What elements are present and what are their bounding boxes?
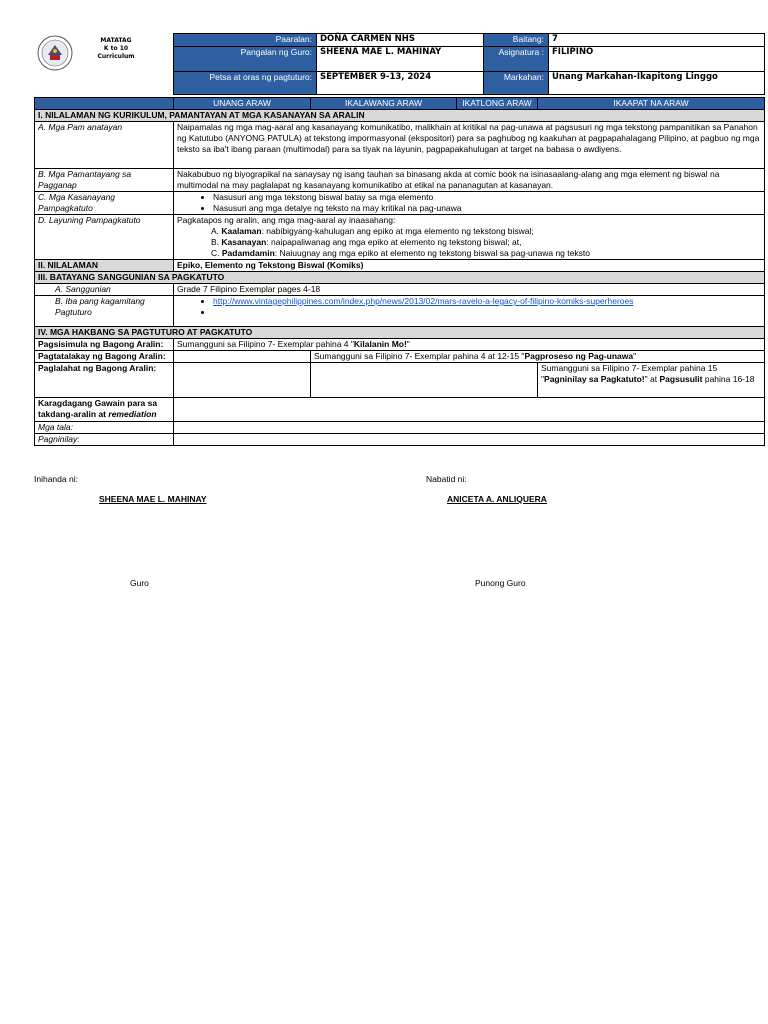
objective-a-text: : nabibigyang-kahulugan ang epiko at mga elemento ng tekstong biswal; (261, 226, 534, 236)
step-3-day-2 (311, 363, 538, 398)
step-2-label: Pagtatalakay ng Bagong Aralin: (35, 351, 174, 363)
competencies-label: C. Mga Kasanayang Pampagkatuto (35, 192, 174, 215)
objectives-cell (174, 215, 765, 260)
step-2-text: Sumangguni sa Filipino 7- Exemplar pahina 4 at 12-15 "Pagproseso ng Pag-unawa" (311, 351, 765, 363)
step-4-content (174, 398, 765, 422)
logo-line-3: Curriculum (97, 53, 135, 60)
deped-seal (37, 35, 73, 71)
days-corner (35, 98, 174, 110)
section-3-title: III. BATAYANG SANGGUNIAN SA PAGKATUTO (35, 272, 765, 284)
teacher-signature-name: SHEENA MAE L. MAHINAY (99, 494, 207, 504)
performance-label: B. Mga Pamantayang sa Pagganap (35, 169, 174, 192)
day-1-header: UNANG ARAW (174, 98, 311, 110)
step-3-text: Sumangguni sa Filipino 7- Exemplar pahina 15 "Pagninilay sa Pagkatuto!" at Pagsusulit pahina 16-18 (538, 363, 765, 398)
step-3-label: Paglalahat ng Bagong Aralin: (35, 363, 174, 398)
day-3-header: IKATLONG ARAW (457, 98, 538, 110)
materials-label: B. Iba pang kagamitang Pagtuturo (35, 296, 174, 327)
objective-b: B. Kasanayan: naipapaliwanag ang mga epiko at elemento ng tekstong biswal; at, (211, 237, 522, 247)
date-label: Petsa at oras ng pagtuturo: (174, 72, 317, 95)
empty-bullet (213, 307, 761, 318)
notes-content (174, 422, 765, 434)
competency-item: • Nasusuri ang mga detalye ng teksto na may kritikal na pag-unawa (213, 203, 761, 214)
competencies-cell (174, 192, 765, 215)
section-1-title: I. NILALAMAN NG KURIKULUM, PAMANTAYAN AT MGA KASANAYAN SA ARALIN (35, 110, 765, 122)
step-4-label: Karagdagang Gawain para sa takdang-aralin at remediation (35, 398, 174, 422)
reflection-label: Pagninilay: (35, 434, 174, 446)
logo-line-2: K to 10 (103, 45, 129, 52)
header-table (173, 33, 765, 95)
step-2-day-1 (174, 351, 311, 363)
performance-text: Nakabubuo ng biyograpikal na sanaysay ng isang tauhan sa binasang akda at comic book na isinasaalang-alang ang mga element ng biswal na multimodal na may paglalapat ng kasanayang komunikatibo at etikal na pananagutan at kasanayan. (174, 169, 765, 192)
objective-c-key: Padamdamin (221, 248, 275, 258)
principal-role: Punong Guro (475, 578, 526, 588)
days-row (35, 98, 765, 110)
reference-label: A. Sanggunian (35, 284, 174, 296)
day-4-header: IKAAPAT NA ARAW (538, 98, 765, 110)
reflection-content (174, 434, 765, 446)
standards-text: Naipamalas ng mga mag-aaral ang kasanayang komunikatibo, malikhain at kritikal na pag-unawa at pagsusuri ng mga tekstong pampanitikan sa Panahon ng Katutubo (ANYONG PATULA) at tekstong impormasyonal (ekspositori) para sa paghubog ng kaakuhan at pagpapahalagang Pilipino, at pagbuo ng mga teksto sa iba't ibang paraan (multimodal) para sa tiyak na layunin, pagpapakahulugan at target na babasa o awdiyens. (174, 122, 765, 169)
section-4-title: IV. MGA HAKBANG SA PAGTUTURO AT PAGKATUTO (35, 327, 765, 339)
objectives-label: D. Layuning Pampagkatuto (35, 215, 174, 260)
reference-text: Grade 7 Filipino Exemplar pages 4-18 (174, 284, 765, 296)
objective-b-key: Kasanayan (221, 237, 267, 247)
prepared-by-label: Inihanda ni: (34, 474, 78, 484)
materials-cell (174, 296, 765, 327)
quarter-value: Unang Markahan-Ikapitong Linggo (549, 72, 765, 95)
logo-line-1: MATATAG (100, 37, 132, 44)
teacher-value: SHEENA MAE L. MAHINAY (317, 47, 484, 72)
objective-c-text: : Naiuugnay ang mga epiko at elemento ng tekstong biswal sa pag-unawa ng teksto (274, 248, 590, 258)
content-text: Epiko, Elemento ng Tekstong Biswal (Komiks) (174, 260, 765, 272)
objective-a-key: Kaalaman (221, 226, 262, 236)
school-label: Paaralan: (174, 34, 317, 47)
quarter-label: Markahan: (484, 72, 549, 95)
competency-item: • Nasusuri ang mga tekstong biswal batay sa mga elemento (213, 192, 761, 203)
teacher-role: Guro (130, 578, 149, 588)
materials-link[interactable]: http://www.vintagephilippines.com/index.php/news/2013/02/mars-ravelo-a-legacy-of-filipino-komiks-superheroes (213, 296, 634, 306)
standards-label: A. Mga Pam anatayan (35, 122, 174, 169)
subject-label: Asignatura : (484, 47, 549, 72)
objective-a: A. Kaalaman: nabibigyang-kahulugan ang epiko at mga elemento ng tekstong biswal; (211, 226, 534, 236)
grade-value: 7 (549, 34, 765, 47)
subject-value: FILIPINO (549, 47, 765, 72)
section-2-title: II. NILALAMAN (35, 260, 174, 272)
day-2-header: IKALAWANG ARAW (311, 98, 457, 110)
lesson-plan-table (34, 97, 765, 446)
principal-signature-name: ANICETA A. ANLIQUERA (447, 494, 547, 504)
objective-b-text: : naipapaliwanag ang mga epiko at elemento ng tekstong biswal; at, (266, 237, 522, 247)
step-1-label: Pagsisimula ng Bagong Aralin: (35, 339, 174, 351)
matatag-logo (92, 37, 140, 61)
objective-c: C. Padamdamin: Naiuugnay ang mga epiko at elemento ng tekstong biswal sa pag-unawa ng teksto (211, 248, 590, 258)
step-3-day-1 (174, 363, 311, 398)
date-value: SEPTEMBER 9-13, 2024 (317, 72, 484, 95)
noted-by-label: Nabatid ni: (426, 474, 467, 484)
step-1-text: Sumangguni sa Filipino 7- Exemplar pahina 4 "Kilalanin Mo!" (174, 339, 765, 351)
school-value: DOÑA CARMEN NHS (317, 34, 484, 47)
teacher-label: Pangalan ng Guro: (174, 47, 317, 72)
objectives-intro: Pagkatapos ng aralin, ang mga mag-aaral ay inaasahang: (177, 215, 396, 225)
grade-label: Baitang: (484, 34, 549, 47)
notes-label: Mga tala: (35, 422, 174, 434)
